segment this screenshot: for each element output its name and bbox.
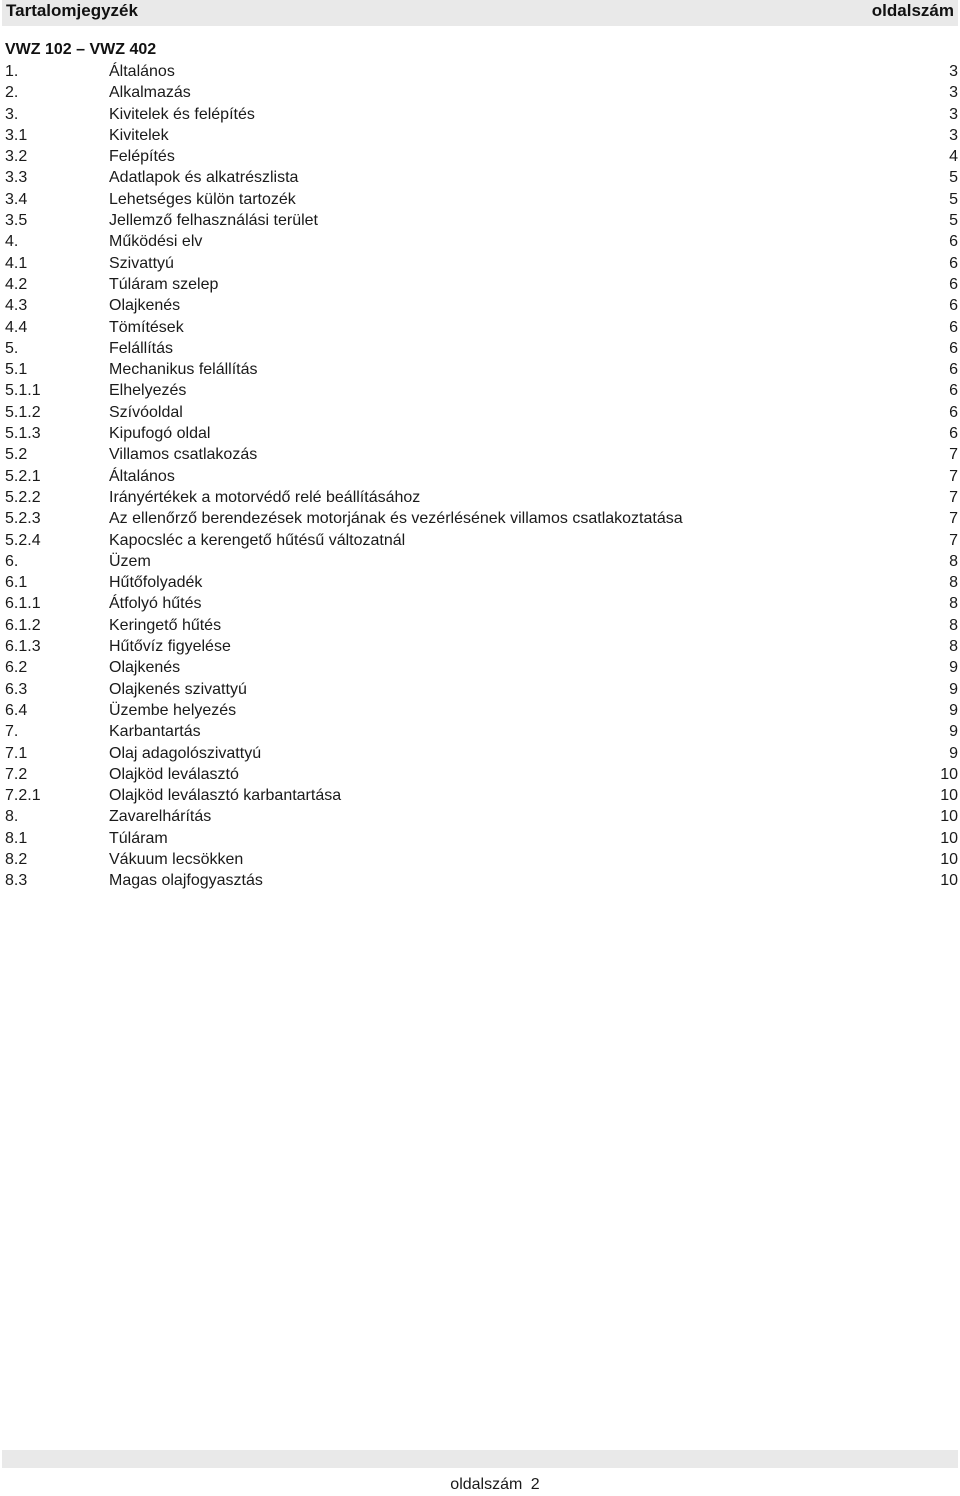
- toc-entry-number: 5.2.4: [5, 531, 41, 549]
- toc-entry-page: 8: [949, 574, 958, 592]
- toc-entry-number: 8.1: [5, 829, 28, 847]
- toc-entry[interactable]: [5, 828, 958, 849]
- toc-entry-title: Olajkenés szivattyú: [109, 680, 247, 698]
- toc-entry-title: Kapocsléc a kerengető hűtésű változatnál: [109, 531, 406, 549]
- toc-entry-page: 3: [949, 63, 958, 80]
- toc-entry-number: 6.2: [5, 659, 28, 677]
- toc-entry-number: 8.2: [5, 850, 28, 868]
- toc-entry-title: Túláram szelep: [109, 275, 219, 293]
- toc-entry-page: 7: [949, 510, 958, 528]
- toc-entry-title: Zavarelhárítás: [109, 808, 212, 826]
- toc-entry-number: 3.5: [5, 212, 28, 230]
- toc-entry-title: Villamos csatlakozás: [109, 446, 258, 464]
- toc-entry-title: Átfolyó hűtés: [109, 595, 202, 613]
- toc-entry-page: 9: [949, 701, 958, 719]
- toc-entry[interactable]: [5, 615, 958, 636]
- toc-entry-title: Lehetséges külön tartozék: [109, 190, 296, 208]
- toc-entry-title: Vákuum lecsökken: [109, 850, 244, 868]
- toc-entry-number: 5.2.2: [5, 488, 41, 506]
- toc-entry[interactable]: [5, 359, 958, 380]
- toc-entry-page: 8: [949, 552, 958, 570]
- toc-entry[interactable]: [5, 700, 958, 721]
- toc-entry-page: 10: [940, 787, 958, 805]
- toc-entry[interactable]: [5, 721, 958, 742]
- toc-entry[interactable]: [5, 530, 958, 551]
- toc-entry-number: 5.1: [5, 361, 28, 379]
- toc-entry-page: 9: [949, 680, 958, 698]
- toc-entry-number: 6.4: [5, 701, 28, 719]
- toc-entry-title: Elhelyezés: [109, 382, 187, 400]
- toc-entry[interactable]: [5, 849, 958, 870]
- toc-entry-title: Adatlapok és alkatrészlista: [109, 169, 299, 187]
- toc-entry[interactable]: [5, 551, 958, 572]
- toc-entry-number: 6.: [5, 552, 19, 570]
- toc-entry[interactable]: [5, 231, 958, 252]
- toc-entry[interactable]: [5, 104, 958, 125]
- toc-entry-page: 6: [949, 233, 958, 251]
- toc-entry[interactable]: [5, 380, 958, 401]
- toc-entry[interactable]: [5, 870, 958, 891]
- toc-entry-title: Általános: [109, 467, 175, 485]
- toc-entry-title: Jellemző felhasználási terület: [109, 212, 318, 230]
- toc-entry[interactable]: [5, 487, 958, 508]
- toc-entry-page: 6: [949, 403, 958, 421]
- toc-entry-title: Kivitelek: [109, 126, 169, 144]
- toc-entry-page: 9: [949, 744, 958, 762]
- toc-entry-page: 6: [949, 339, 958, 357]
- toc-entry-page: 10: [940, 850, 958, 868]
- toc-entry-page: 6: [949, 297, 958, 315]
- toc-entry-title: Működési elv: [109, 233, 203, 251]
- toc-entry-number: 5.2.1: [5, 467, 41, 485]
- toc-entry-title: Kipufogó oldal: [109, 425, 211, 443]
- toc-entry-title: Kivitelek és felépítés: [109, 105, 255, 123]
- toc-entry-number: 3.4: [5, 190, 28, 208]
- toc-entry-page: 7: [949, 531, 958, 549]
- toc-entry-number: 3.3: [5, 169, 28, 187]
- toc-entry-title: Felállítás: [109, 339, 174, 357]
- toc-entry-page: 8: [949, 638, 958, 656]
- toc-entry-number: 7.2.1: [5, 787, 41, 805]
- toc-entry-title: Üzem: [109, 552, 151, 570]
- toc-entry-page: 6: [949, 361, 958, 379]
- toc-entry-page: 4: [949, 148, 958, 166]
- toc-entry-number: 6.1.1: [5, 595, 41, 613]
- toc-entry-number: 6.1.3: [5, 638, 41, 656]
- toc-entry-page: 5: [949, 212, 958, 230]
- toc-entry-page: 9: [949, 659, 958, 677]
- toc-entry-title: Karbantartás: [109, 723, 201, 741]
- toc-entry[interactable]: [5, 253, 958, 274]
- toc-entry[interactable]: [5, 572, 958, 593]
- toc-entry-page: 8: [949, 616, 958, 634]
- toc-entry-number: 7.1: [5, 744, 28, 762]
- toc-entry-title: Tömítések: [109, 318, 184, 336]
- toc-entry-title: Olajkenés: [109, 297, 181, 315]
- toc-entry-title: Hűtővíz figyelése: [109, 638, 231, 656]
- toc-entry-number: 5.1.1: [5, 382, 41, 400]
- toc-entry-title: Irányértékek a motorvédő relé beállításához: [109, 488, 421, 506]
- footer-page-label: oldalszám: [450, 1476, 523, 1493]
- toc-entry[interactable]: [5, 82, 958, 103]
- toc-entry-title: Olajköd leválasztó: [109, 765, 239, 783]
- toc-entry-page: 3: [949, 84, 958, 102]
- toc-entry[interactable]: [5, 466, 958, 487]
- toc-heading: Tartalomjegyzék: [6, 1, 138, 20]
- toc-entry-page: 9: [949, 723, 958, 741]
- toc-entry-number: 4.3: [5, 297, 28, 315]
- toc-entry-page: 5: [949, 190, 958, 208]
- footer-page-number: [0, 1476, 960, 1494]
- toc-entry-title: Hűtőfolyadék: [109, 574, 203, 592]
- toc-entry-number: 5.: [5, 339, 19, 357]
- toc-entry-number: 4.4: [5, 318, 28, 336]
- toc-entry[interactable]: [5, 274, 958, 295]
- toc-entry-title: Olajkenés: [109, 659, 181, 677]
- toc-entry-page: 10: [940, 765, 958, 783]
- toc-entry[interactable]: [5, 317, 958, 338]
- toc-entry[interactable]: [5, 295, 958, 316]
- toc-entry[interactable]: [5, 423, 958, 444]
- toc-entry-title: Általános: [109, 63, 175, 80]
- toc-entry-number: 7.: [5, 723, 19, 741]
- toc-entry-page: 3: [949, 105, 958, 123]
- toc-entry-number: 2.: [5, 84, 19, 102]
- toc-entry-title: Olajköd leválasztó karbantartása: [109, 787, 342, 805]
- toc-entry[interactable]: [5, 167, 958, 188]
- toc-entry-title: Keringető hűtés: [109, 616, 222, 634]
- toc-entry-number: 4.1: [5, 254, 28, 272]
- toc-entry-page: 3: [949, 126, 958, 144]
- toc-entry[interactable]: [5, 785, 958, 806]
- toc-entry-page: 7: [949, 488, 958, 506]
- toc-entry-page: 6: [949, 425, 958, 443]
- toc-entry-page: 6: [949, 382, 958, 400]
- toc-entry-title: Olaj adagolószivattyú: [109, 744, 262, 762]
- toc-entry[interactable]: [5, 210, 958, 231]
- toc-entry[interactable]: [5, 189, 958, 210]
- model-range-title: VWZ 102 – VWZ 402: [5, 41, 157, 58]
- toc-entry-number: 4.2: [5, 275, 28, 293]
- toc-entry-title: Szivattyú: [109, 254, 174, 272]
- toc-entry-page: 6: [949, 275, 958, 293]
- toc-entry[interactable]: [5, 743, 958, 764]
- toc-entry[interactable]: [5, 508, 958, 529]
- toc-entry-number: 8.: [5, 808, 19, 826]
- toc-entry-title: Az ellenőrző berendezések motorjának és vezérlésének villamos csatlakoztatása: [109, 510, 683, 528]
- toc-entry-number: 6.1: [5, 574, 28, 592]
- toc-entry-number: 7.2: [5, 765, 28, 783]
- toc-entry-page: 10: [940, 829, 958, 847]
- toc-entry-title: Túláram: [109, 829, 168, 847]
- toc-entry[interactable]: [5, 806, 958, 827]
- toc-entry-number: 5.1.3: [5, 425, 41, 443]
- toc-entry-page: 7: [949, 446, 958, 464]
- toc-entry-title: Felépítés: [109, 148, 175, 166]
- toc-entry-number: 6.3: [5, 680, 28, 698]
- toc-entry[interactable]: [5, 657, 958, 678]
- toc-entry-title: Mechanikus felállítás: [109, 361, 258, 379]
- toc-entry-number: 3.: [5, 105, 19, 123]
- toc-entry-page: 7: [949, 467, 958, 485]
- toc-entry[interactable]: [5, 679, 958, 700]
- toc-entry-page: 10: [940, 872, 958, 890]
- toc-entry-page: 10: [940, 808, 958, 826]
- footer-bar: [2, 1450, 958, 1468]
- toc-entry[interactable]: [5, 61, 958, 82]
- toc-entry[interactable]: [5, 444, 958, 465]
- toc-entry-title: Magas olajfogyasztás: [109, 872, 263, 890]
- toc-entry-number: 6.1.2: [5, 616, 41, 634]
- toc-header-bar: [2, 0, 958, 26]
- toc-list: [5, 61, 958, 892]
- toc-entry-title: Szívóoldal: [109, 403, 183, 421]
- toc-entry-number: 5.1.2: [5, 403, 41, 421]
- page-column-heading: oldalszám: [871, 1, 954, 20]
- toc-entry-page: 8: [949, 595, 958, 613]
- toc-entry[interactable]: [5, 636, 958, 657]
- toc-entry[interactable]: [5, 764, 958, 785]
- toc-entry[interactable]: [5, 593, 958, 614]
- toc-entry-number: 5.2.3: [5, 510, 41, 528]
- toc-entry-number: 1.: [5, 63, 19, 80]
- toc-entry-page: 6: [949, 318, 958, 336]
- toc-entry-page: 6: [949, 254, 958, 272]
- toc-entry-title: Alkalmazás: [109, 84, 191, 102]
- footer-page-value: 2: [530, 1476, 540, 1493]
- toc-entry[interactable]: [5, 402, 958, 423]
- toc-entry-number: 3.1: [5, 126, 28, 144]
- toc-entry[interactable]: [5, 146, 958, 167]
- toc-entry-number: 8.3: [5, 872, 28, 890]
- toc-entry-number: 3.2: [5, 148, 28, 166]
- toc-entry[interactable]: [5, 338, 958, 359]
- toc-entry-page: 5: [949, 169, 958, 187]
- toc-entry[interactable]: [5, 125, 958, 146]
- toc-entry-title: Üzembe helyezés: [109, 701, 237, 719]
- toc-entry-number: 4.: [5, 233, 19, 251]
- toc-entry-number: 5.2: [5, 446, 28, 464]
